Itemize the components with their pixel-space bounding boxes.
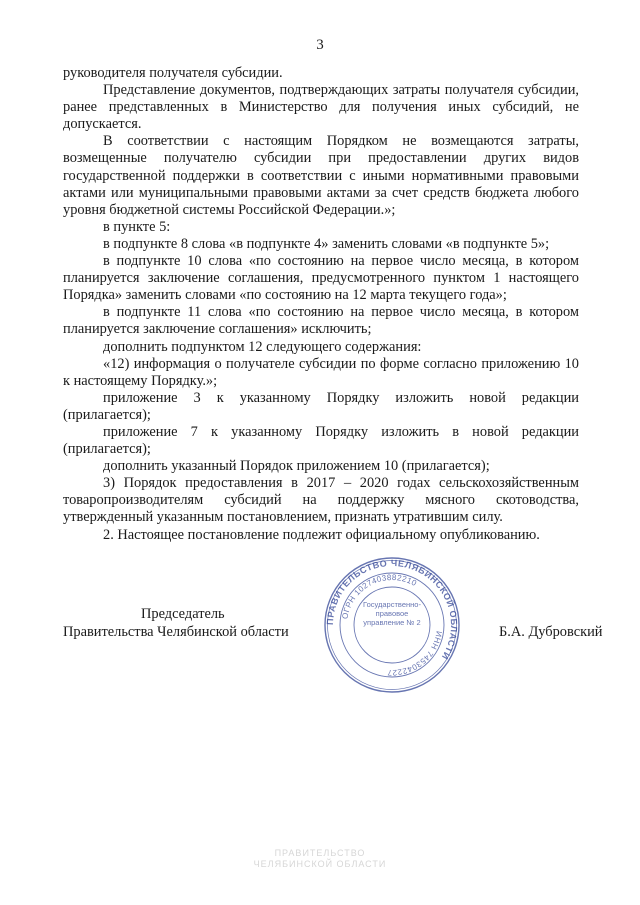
- paragraph: приложение 7 к указанному Порядку изложить в новой редакции (прилагается);: [63, 423, 579, 458]
- paragraph: В соответствии с настоящим Порядком не возмещаются затраты, возмещенные получателю субсидии при предоставлении других видов государственной поддержки в соответствии с иными нормативными правовыми актами или муниципальными правовыми актами за счет средств бюджета любого уровня бюджетной системы Российской Федерации.»;: [63, 133, 579, 218]
- paragraph: дополнить подпунктом 12 следующего содержания:: [103, 338, 422, 355]
- signature-title-line: Правительства Челябинской области: [63, 623, 289, 640]
- paragraph: Представление документов, подтверждающих затраты получателя субсидии, ранее представленных в Министерство для получения иных субсидий, не допускается.: [63, 82, 579, 133]
- paragraph: 2. Настоящее постановление подлежит официальному опубликованию.: [103, 526, 540, 543]
- page-number: 3: [316, 37, 324, 53]
- paragraph: приложение 3 к указанному Порядку изложить новой редакции (прилагается);: [63, 389, 579, 423]
- signature-title-line: Председатель: [141, 606, 225, 622]
- seal-ogrn-text: ОГРН 1027403882210: [340, 572, 419, 620]
- seal-outer-text: ПРАВИТЕЛЬСТВО ЧЕЛЯБИНСКОЙ ОБЛАСТИ: [324, 557, 460, 662]
- paragraph: «12) информация о получателе субсидии по форме согласно приложению 10 к настоящему Порядку.»;: [63, 355, 579, 389]
- paragraph: руководителя получателя субсидии.: [63, 65, 283, 81]
- paragraph: 3) Порядок предоставления в 2017 – 2020 годах сельскохозяйственным товаропроизводителям субсидий на поддержку мясного скотоводства, утвержденный указанным постановлением, признать утратившим силу.: [63, 475, 579, 526]
- footer-line: ПРАВИТЕЛЬСТВО: [274, 848, 366, 858]
- paragraph: в пункте 5:: [103, 218, 171, 235]
- paragraph: в подпункте 11 слова «по состоянию на первое число месяца, в котором планируется заключение соглашения» исключить;: [63, 304, 579, 338]
- paragraph: в подпункте 8 слова «в подпункте 4» заменить словами «в подпункте 5»;: [103, 235, 550, 252]
- document-body: [63, 65, 579, 544]
- paragraph: дополнить указанный Порядок приложением 10 (прилагается);: [103, 458, 490, 475]
- signature-title: [63, 606, 313, 641]
- footer-line: ЧЕЛЯБИНСКОЙ ОБЛАСТИ: [253, 859, 387, 869]
- signatory-name: Б.А. Дубровский: [499, 624, 603, 640]
- seal-inn-text: ИНН 7453042227: [386, 630, 444, 678]
- seal-inner-text: Государственно-правовое управление № 2: [363, 600, 421, 627]
- paragraph: в подпункте 10 слова «по состоянию на первое число месяца, в котором планируется заключение соглашения, предусмотренного пунктом 1 настоящего Порядка» заменить словами «по состоянию на 12 марта текущего года»;: [63, 253, 579, 304]
- official-seal: [322, 555, 462, 695]
- footer-watermark: [0, 848, 640, 870]
